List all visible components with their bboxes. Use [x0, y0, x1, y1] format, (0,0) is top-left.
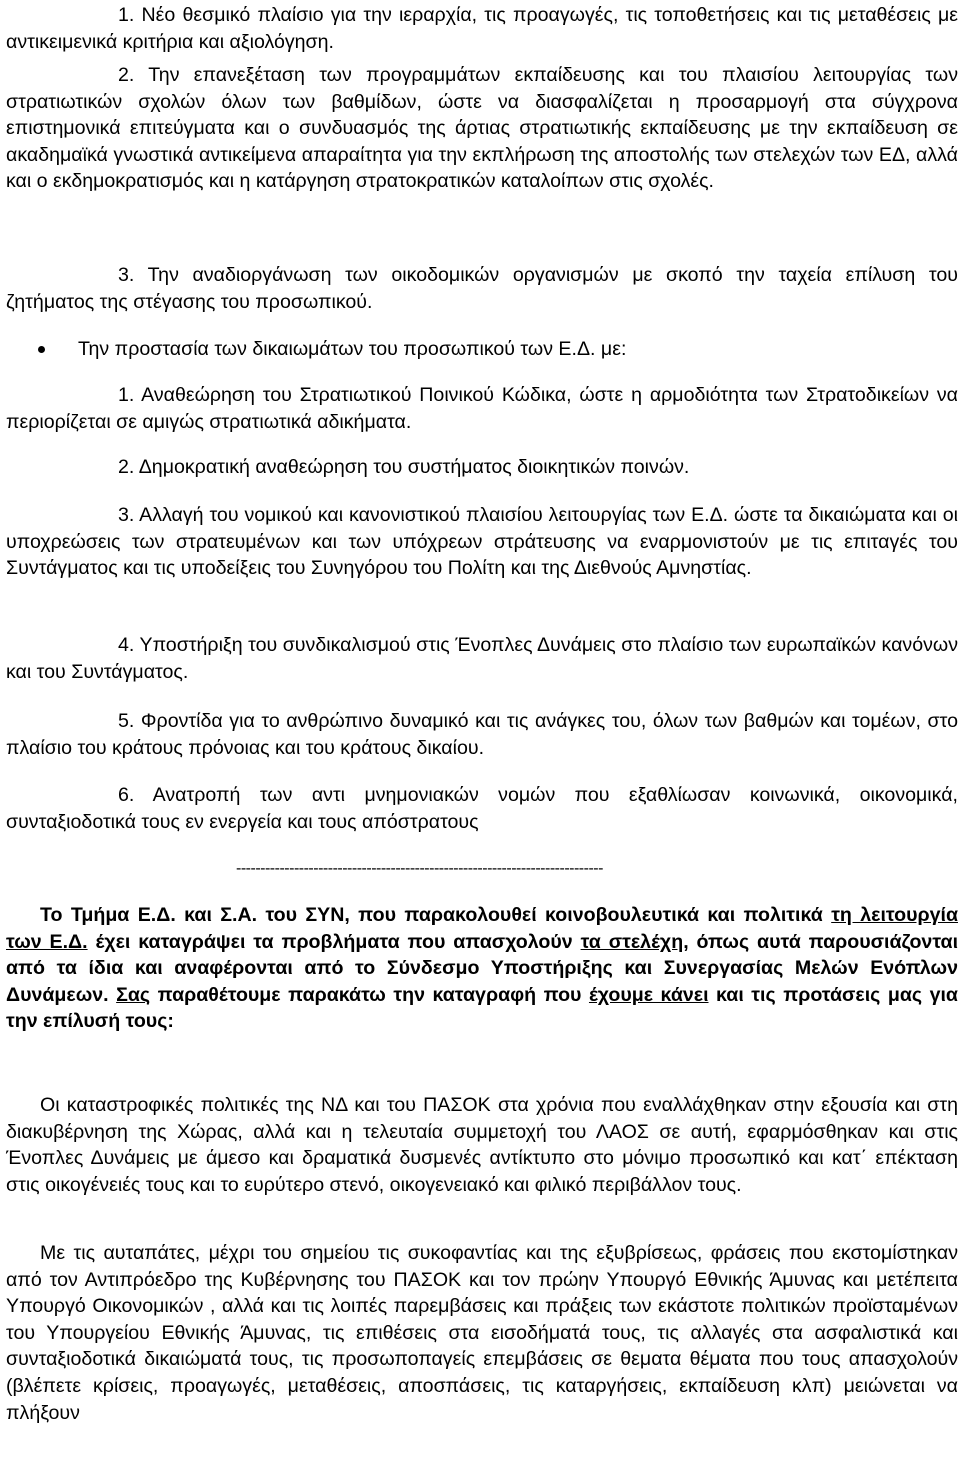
body-paragraph-2: Με τις αυταπάτες, μέχρι του σημείου τις συκοφαντίας και της εξυβρίσεως, φράσεις που εκστομίστηκαν από τον Αντιπρόεδρο της Κυβέρνησης του ΠΑΣΟΚ και τον πρώην Υπουργό Εθνικής Άμυνας και μετέπειτα Υπουργό Οικονομικών , αλλά και τις λοιπές παρεμβάσεις και πράξεις των εκάστοτε πολιτικών προϊσταμένων του Υπουργείου Εθνικής Άμυνας, τις επιθέσεις στα εισοδήματά τους, τις αλλαγές στα ασφαλιστικά και συνταξιοδοτικά δικαιώματά τους, τις προσωποπαγείς επεμβάσεις σε θεματα θέματα που τους απασχολούν (βλέπετε κρίσεις, προαγωγές, μεταθέσεις, αποσπάσεις, τις καταργήσεις, εκπαίδευση κλπ) μειώνεται να πλήξουν	[6, 1242, 958, 1424]
intro-text-1: Το Τμήμα Ε.Δ. και Σ.Α. του ΣΥΝ, που παρακολουθεί κοινοβουλευτικά και πολιτικά	[40, 904, 832, 926]
intro-text-4: παραθέτουμε παρακάτω την καταγραφή που	[150, 983, 589, 1006]
item-3: 3. Την αναδιοργάνωση των οικοδομικών οργανισμών με σκοπό την ταχεία επίλυση του ζητήματος της στέγασης του προσωπικού.	[6, 264, 958, 313]
intro-text-2: έχει καταγράψει τα προβλήματα που απασχολούν	[87, 930, 581, 953]
rights-item-1: 1. Αναθεώρηση του Στρατιωτικού Ποινικού Κώδικα, ώστε η αρμοδιότητα των Στρατοδικείων να περιορίζεται σε αμιγώς στρατιωτικά αδικήματα.	[6, 384, 958, 433]
intro-underline-1: τη λειτουργία των Ε.Δ.	[6, 904, 958, 953]
item-1: 1. Νέο θεσμικό πλαίσιο για την ιεραρχία, τις προαγωγές, τις τοποθετήσεις και τις μεταθέσεις με αντικειμενικά κριτήρια και αξιολόγηση.	[6, 4, 958, 53]
intro-text-3: , όπως αυτά παρουσιάζονται από τα ίδια και αναφέρονται από το Σύνδεσμο Υποστήριξης και Συνεργασίας Μελών Ενόπλων Δυνάμεων.	[6, 930, 959, 1006]
intro-underline-2: τα στελέχη	[580, 930, 684, 953]
intro-underline-4: έχουμε κάνει	[588, 983, 709, 1006]
rights-item-2: 2. Δημοκρατική αναθεώρηση του συστήματος διοικητικών ποινών.	[118, 456, 690, 478]
intro-underline-3: Σας	[116, 983, 151, 1006]
rights-item-3: 3. Αλλαγή του νομικού και κανονιστικού πλαισίου λειτουργίας των Ε.Δ. ώστε τα δικαιώματα και οι υποχρεώσεις των στρατευμένων και των υπόχρεων στράτευσης να εναρμονιστούν με τις επιταγές του Συντάγματος και τις υποδείξεις του Συνηγόρου του Πολίτη και της Διεθνούς Αμνηστίας.	[6, 504, 958, 580]
bold-intro-paragraph	[6, 902, 958, 1035]
rights-item-4: 4. Υποστήριξη του συνδικαλισμού στις Ένοπλες Δυνάμεις στο πλαίσιο των ευρωπαϊκών κανόνων και του Συντάγματος.	[6, 634, 958, 683]
item-2: 2. Την επανεξέταση των προγραμμάτων εκπαίδευσης και του πλαισίου λειτουργίας των στρατιωτικών σχολών όλων των βαθμίδων, ώστε να διασφαλίζεται η προσαρμογή στα σύγχρονα επιστημονικά επιτεύγματα και ο συνδυασμός της άρτιας στρατιωτικής εκπαίδευσης με την εκπαίδευση σε ακαδημαϊκά γνωστικά αντικείμενα απαραίτητα για την εκπλήρωση της αποστολής των στελεχών των ΕΔ, αλλά και ο εκδημοκρατισμός και η κατάργηση στρατοκρατικών καταλοίπων στις σχολές.	[6, 64, 958, 193]
bullet-text: Την προστασία των δικαιωμάτων του προσωπικού των Ε.Δ. με:	[78, 338, 627, 360]
body-paragraph-1: Οι καταστροφικές πολιτικές της ΝΔ και του ΠΑΣΟΚ στα χρόνια που εναλλάχθηκαν στην εξουσία και στη διακυβέρνηση της Χώρας, αλλά και η τελευταία συμμετοχή του ΛΑΟΣ σε αυτή, εφαρμόσθηκαν και στις Ένοπλες Δυνάμεις με άμεσο και δραματικά δυσμενές αντίκτυπο στο μόνιμο προσωπικό και κατ΄ επέκταση στις οικογένειές τους και το ευρύτερο στενό, οικογενειακό και φιλικό περιβάλλον τους.	[6, 1094, 958, 1196]
intro-text-5: και τις προτάσεις μας για την επίλυσή τους:	[6, 983, 958, 1033]
bullet-icon	[38, 346, 45, 353]
separator-line: ----------------------------------------------------------------------------	[236, 860, 603, 877]
rights-item-5: 5. Φροντίδα για το ανθρώπινο δυναμικό και τις ανάγκες του, όλων των βαθμών και τομέων, στο πλαίσιο του κράτους πρόνοιας και του κράτους δικαίου.	[6, 710, 958, 759]
rights-item-6: 6. Ανατροπή των αντι μνημονιακών νομών που εξαθλίωσαν κοινωνικά, οικονομικά, συνταξιοδοτικά τους εν ενεργεία και τους απόστρατους	[6, 784, 958, 833]
